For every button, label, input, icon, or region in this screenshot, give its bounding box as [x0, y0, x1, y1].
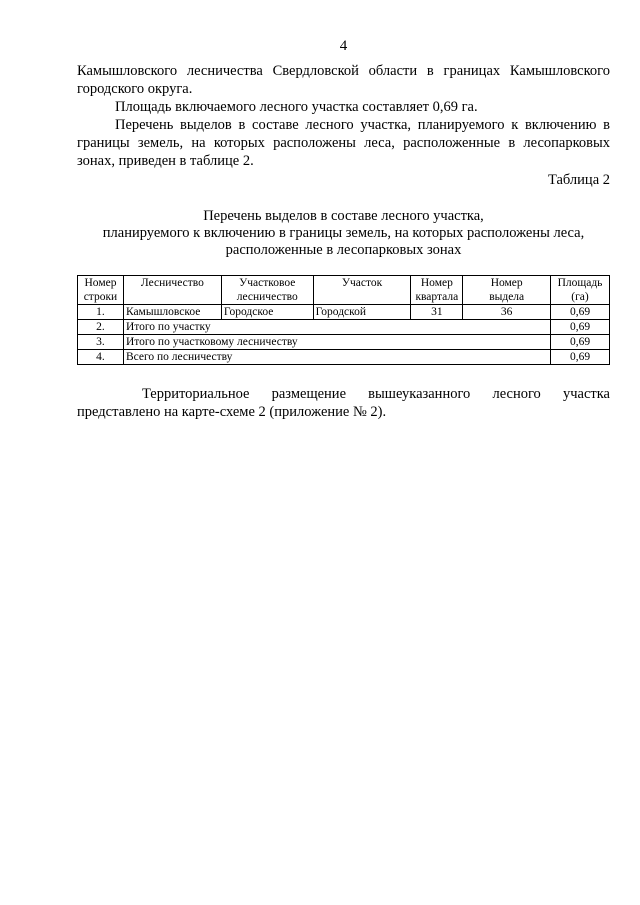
document-page	[77, 36, 610, 421]
table-title-line: расположенные в лесопарковых зонах	[225, 242, 462, 258]
header-area: Площадь (га)	[551, 276, 610, 305]
cell-forestry: Камышловское	[123, 305, 221, 320]
table-header-row	[78, 276, 610, 305]
cell-allotment-number: 36	[463, 305, 551, 320]
table-title-line: планируемого к включению в границы земель, на которых расположены леса,	[102, 225, 585, 241]
paragraph-forestry-location: Камышловского лесничества Свердловской области в границах Камышловского городского округа.	[77, 63, 610, 97]
allotments-table	[77, 275, 610, 365]
cell-area: 0,69	[551, 350, 610, 365]
cell-total-label: Всего по лесничеству	[123, 350, 550, 365]
cell-plot: Городской	[313, 305, 411, 320]
table-title	[77, 208, 610, 259]
cell-district-forestry: Городское	[221, 305, 313, 320]
table-row	[78, 305, 610, 320]
cell-row-number: 1.	[78, 305, 124, 320]
header-plot: Участок	[313, 276, 411, 305]
table-row	[78, 350, 610, 365]
cell-area: 0,69	[551, 335, 610, 350]
cell-area: 0,69	[551, 305, 610, 320]
header-forestry: Лесничество	[123, 276, 221, 305]
header-allotment-number: Номер выдела	[463, 276, 551, 305]
cell-quarter-number: 31	[411, 305, 463, 320]
cell-area: 0,69	[551, 320, 610, 335]
table-caption: Таблица 2	[547, 172, 610, 188]
table-title-line: Перечень выделов в составе лесного участка,	[203, 208, 484, 224]
page-number: 4	[339, 38, 348, 54]
paragraph-area: Площадь включаемого лесного участка составляет 0,69 га.	[115, 99, 478, 115]
table-row	[78, 320, 610, 335]
header-quarter-number: Номер квартала	[411, 276, 463, 305]
cell-row-number: 2.	[78, 320, 124, 335]
paragraph-table-reference: Перечень выделов в составе лесного участка, планируемого к включению в границы земель, на которых расположены леса, расположенные в лесопарковых зонах, приведен в таблице 2.	[77, 117, 610, 169]
paragraph-line: Территориальное размещение вышеуказанного лесного участка	[142, 386, 610, 402]
table-row	[78, 335, 610, 350]
cell-subtotal-label: Итого по участку	[123, 320, 550, 335]
cell-row-number: 3.	[78, 335, 124, 350]
cell-subtotal-label: Итого по участковому лесничеству	[123, 335, 550, 350]
paragraph-line: представлено на карте-схеме 2 (приложение № 2).	[77, 404, 387, 420]
cell-row-number: 4.	[78, 350, 124, 365]
header-row-number: Номер строки	[78, 276, 124, 305]
header-district-forestry: Участковое лесничество	[221, 276, 313, 305]
paragraph-map-reference	[77, 385, 610, 421]
